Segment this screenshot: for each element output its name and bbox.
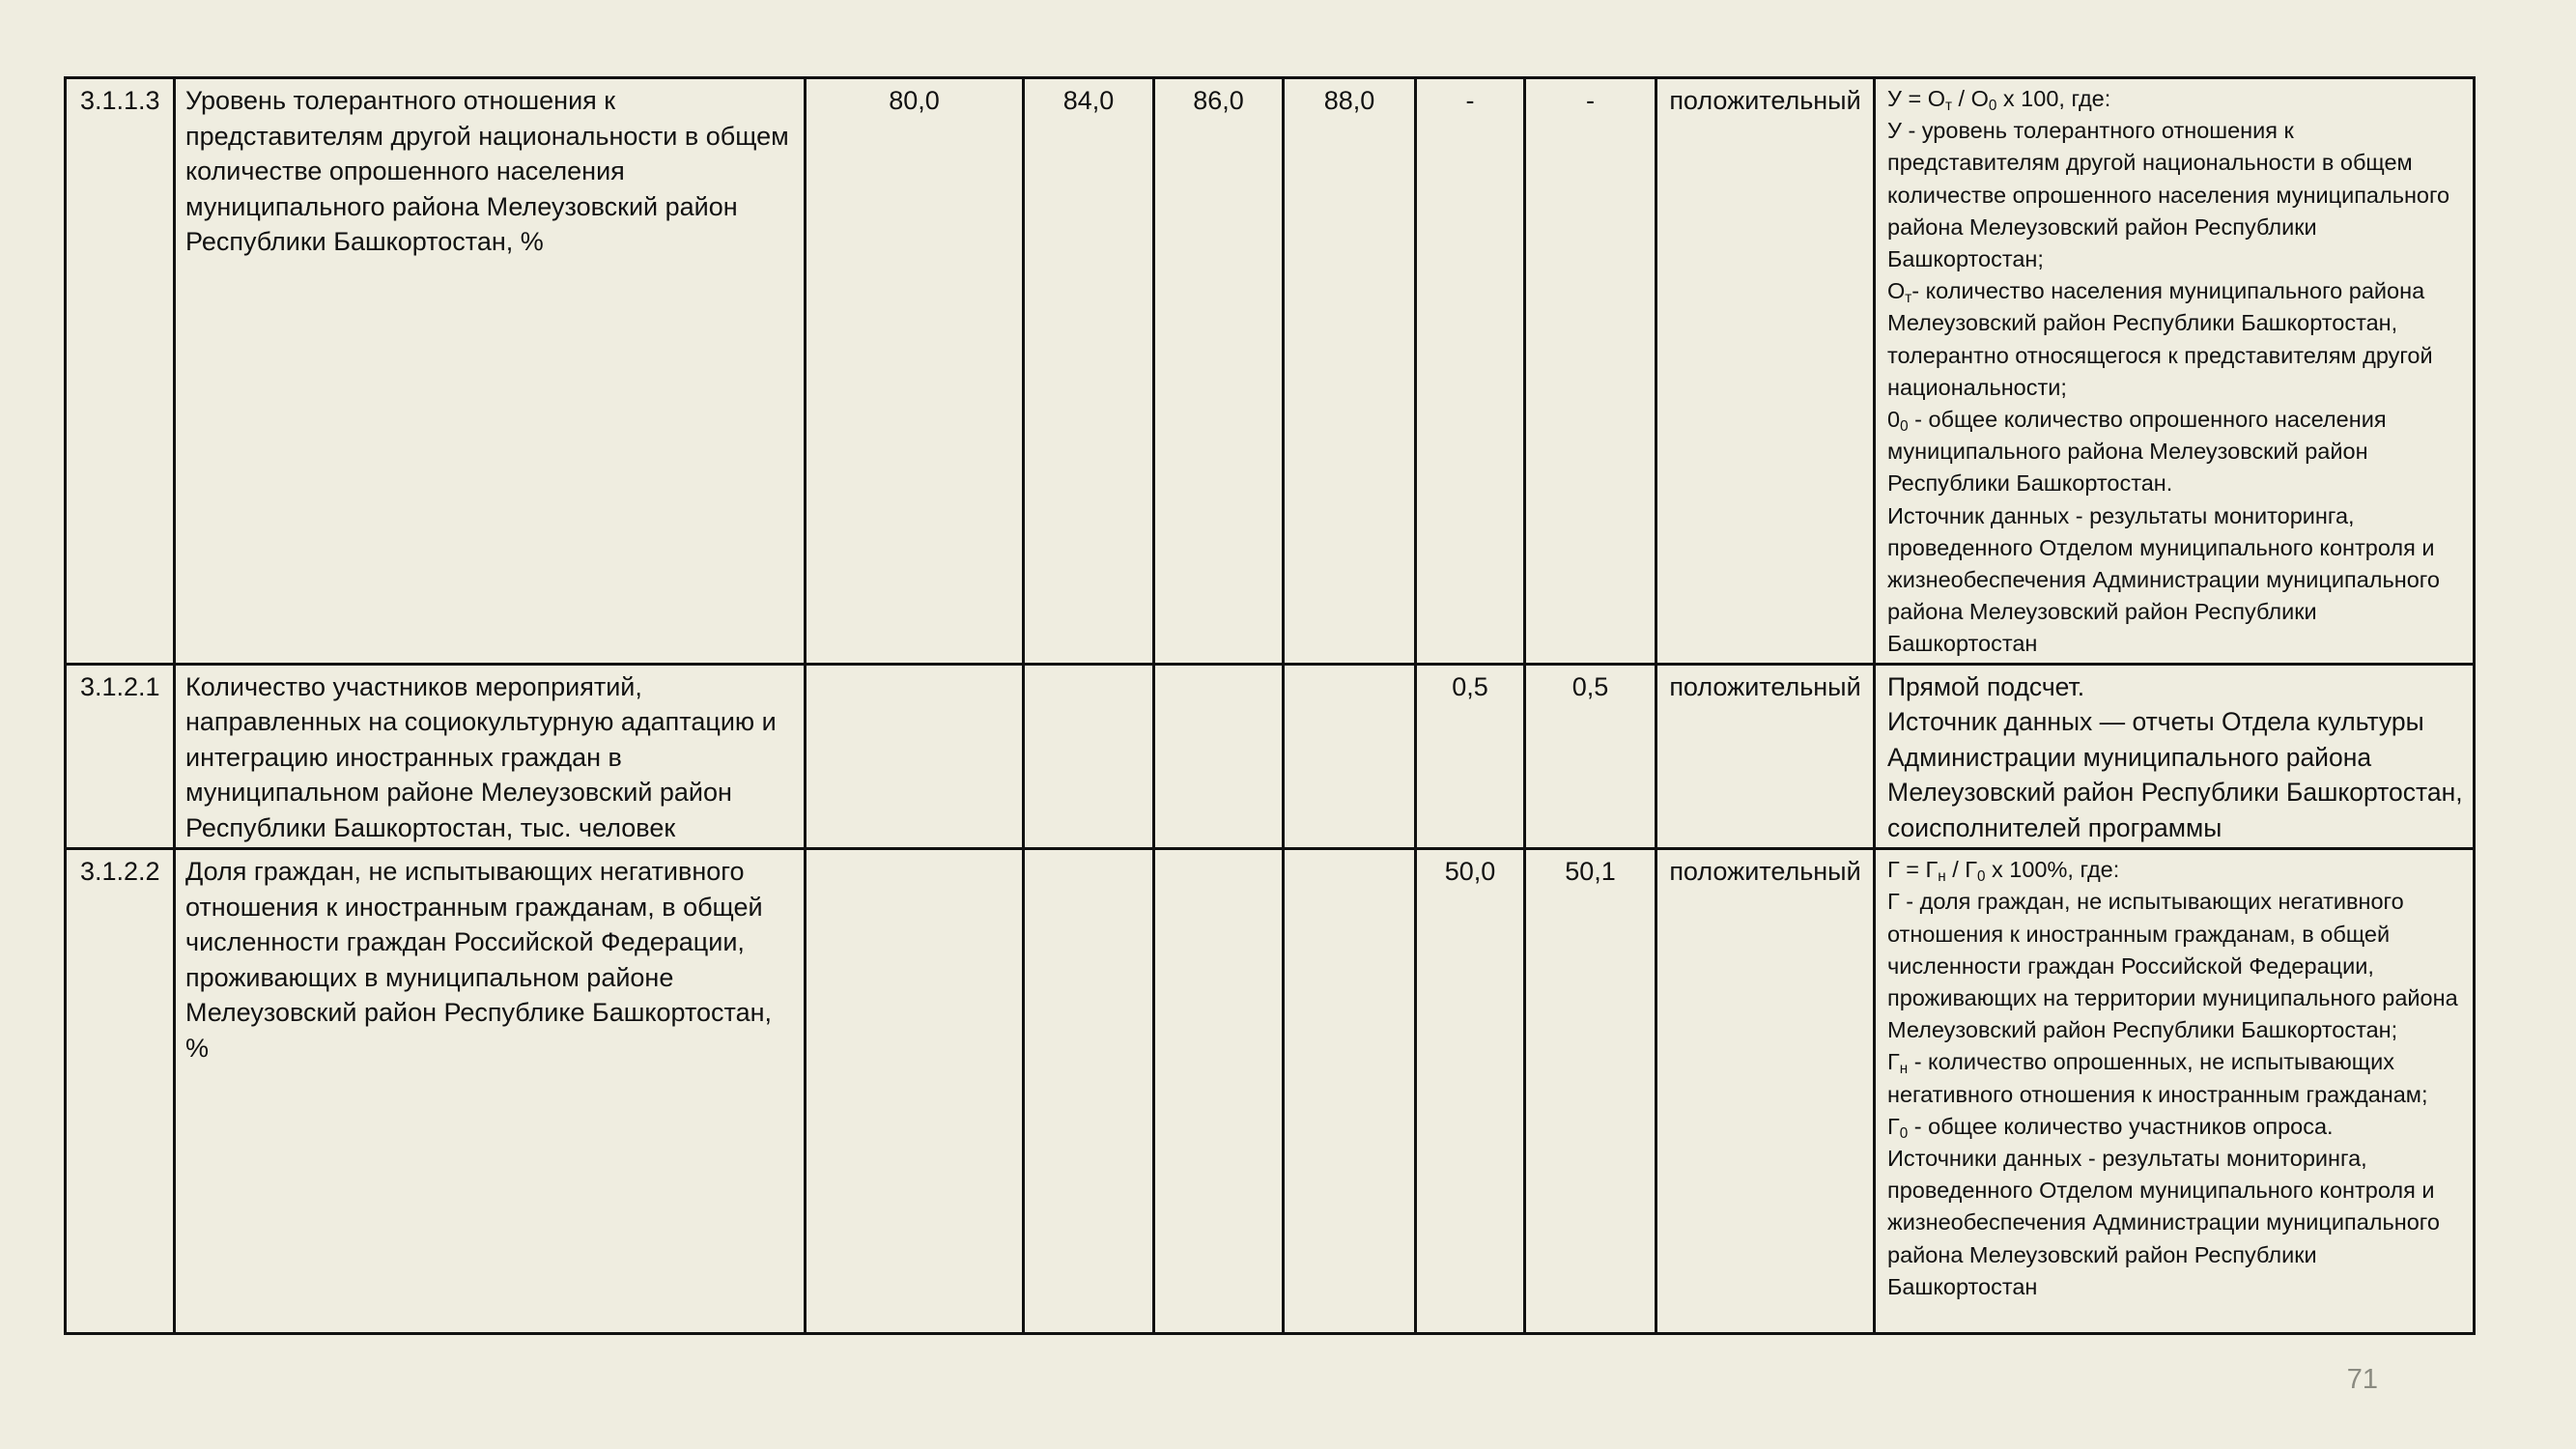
definition: $О_т-$ количество населения муниципального района Мелеузовский район Республики Башкортостан, толерантно относящегося к представителям другой национальности; bbox=[1887, 278, 2433, 400]
data-source: Источники данных - результаты мониторинга, проведенного Отделом муниципального контроля и жизнеобеспечения Администрации муниципального района Мелеузовский район Республики Башкортостан bbox=[1887, 1145, 2440, 1299]
value-cell bbox=[1154, 664, 1284, 849]
indicator-code: 3.1.1.3 bbox=[66, 78, 175, 665]
definition: Прямой подсчет. bbox=[1887, 671, 2085, 701]
trend-cell: положительный bbox=[1656, 664, 1875, 849]
value-cell bbox=[1024, 849, 1154, 1334]
value-cell bbox=[1154, 849, 1284, 1334]
value-cell bbox=[1284, 664, 1416, 849]
data-source: Источник данных - результаты мониторинга, проведенного Отделом муниципального контроля и жизнеобеспечения Администрации муниципального района Мелеузовский район Республики Башкортостан bbox=[1887, 502, 2440, 657]
method-cell bbox=[1875, 849, 2475, 1334]
value-cell: 0,5 bbox=[1416, 664, 1525, 849]
formula: $Г = Г_н / Г_0$ х 100%, где: bbox=[1887, 857, 2120, 885]
indicator-name: Доля граждан, не испытывающих негативного отношения к иностранным гражданам, в общей численности граждан Российской Федерации, проживающих в муниципальном районе Мелеузовский район Республике Башкортостан, % bbox=[175, 849, 806, 1334]
value-cell: 88,0 bbox=[1284, 78, 1416, 665]
trend-cell: положительный bbox=[1656, 849, 1875, 1334]
value-cell: 50,0 bbox=[1416, 849, 1525, 1334]
method-cell bbox=[1875, 78, 2475, 665]
method-cell bbox=[1875, 664, 2475, 849]
table-row bbox=[66, 664, 2475, 849]
value-cell bbox=[1284, 849, 1416, 1334]
definition: Г - доля граждан, не испытывающих негативного отношения к иностранным гражданам, в общей численности граждан Российской Федерации, проживающих на территории муниципального района Мелеузовский район Республики Башкортостан; bbox=[1887, 889, 2458, 1043]
definition: $Г_0$ - общее количество участников опроса. bbox=[1887, 1113, 2334, 1142]
definition: $Г_н$ - количество опрошенных, не испытывающих негативного отношения к иностранным гражданам; bbox=[1887, 1049, 2428, 1107]
indicator-code: 3.1.2.1 bbox=[66, 664, 175, 849]
value-cell: 84,0 bbox=[1024, 78, 1154, 665]
data-source: Источник данных — отчеты Отдела культуры Администрации муниципального района Мелеузовский район Республики Башкортостан, соисполнителей программы bbox=[1887, 707, 2463, 842]
definition: $0_0$ - общее количество опрошенного населения муниципального района Мелеузовский район Республики Башкортостан. bbox=[1887, 407, 2387, 497]
table-row bbox=[66, 849, 2475, 1334]
value-cell bbox=[806, 849, 1024, 1334]
trend-cell: положительный bbox=[1656, 78, 1875, 665]
value-cell: 0,5 bbox=[1525, 664, 1656, 849]
value-cell bbox=[1024, 664, 1154, 849]
value-cell bbox=[806, 664, 1024, 849]
table-row bbox=[66, 78, 2475, 665]
indicator-code: 3.1.2.2 bbox=[66, 849, 175, 1334]
indicator-name: Уровень толерантного отношения к представителям другой национальности в общем количестве опрошенного населения муниципального района Мелеузовский район Республики Башкортостан, % bbox=[175, 78, 806, 665]
value-cell: 86,0 bbox=[1154, 78, 1284, 665]
page-number: 71 bbox=[2346, 1364, 2378, 1395]
value-cell: - bbox=[1525, 78, 1656, 665]
formula: $У = О_т / О_0$ х 100, где: bbox=[1887, 86, 2111, 114]
value-cell: 80,0 bbox=[806, 78, 1024, 665]
value-cell: 50,1 bbox=[1525, 849, 1656, 1334]
indicators-table bbox=[64, 76, 2476, 1335]
indicator-name: Количество участников мероприятий, направленных на социокультурную адаптацию и интеграцию иностранных граждан в муниципальном районе Мелеузовский район Республики Башкортостан, тыс. человек bbox=[175, 664, 806, 849]
definition: У - уровень толерантного отношения к представителям другой национальности в общем количестве опрошенного населения муниципального района Мелеузовский район Республики Башкортостан; bbox=[1887, 118, 2450, 272]
value-cell: - bbox=[1416, 78, 1525, 665]
